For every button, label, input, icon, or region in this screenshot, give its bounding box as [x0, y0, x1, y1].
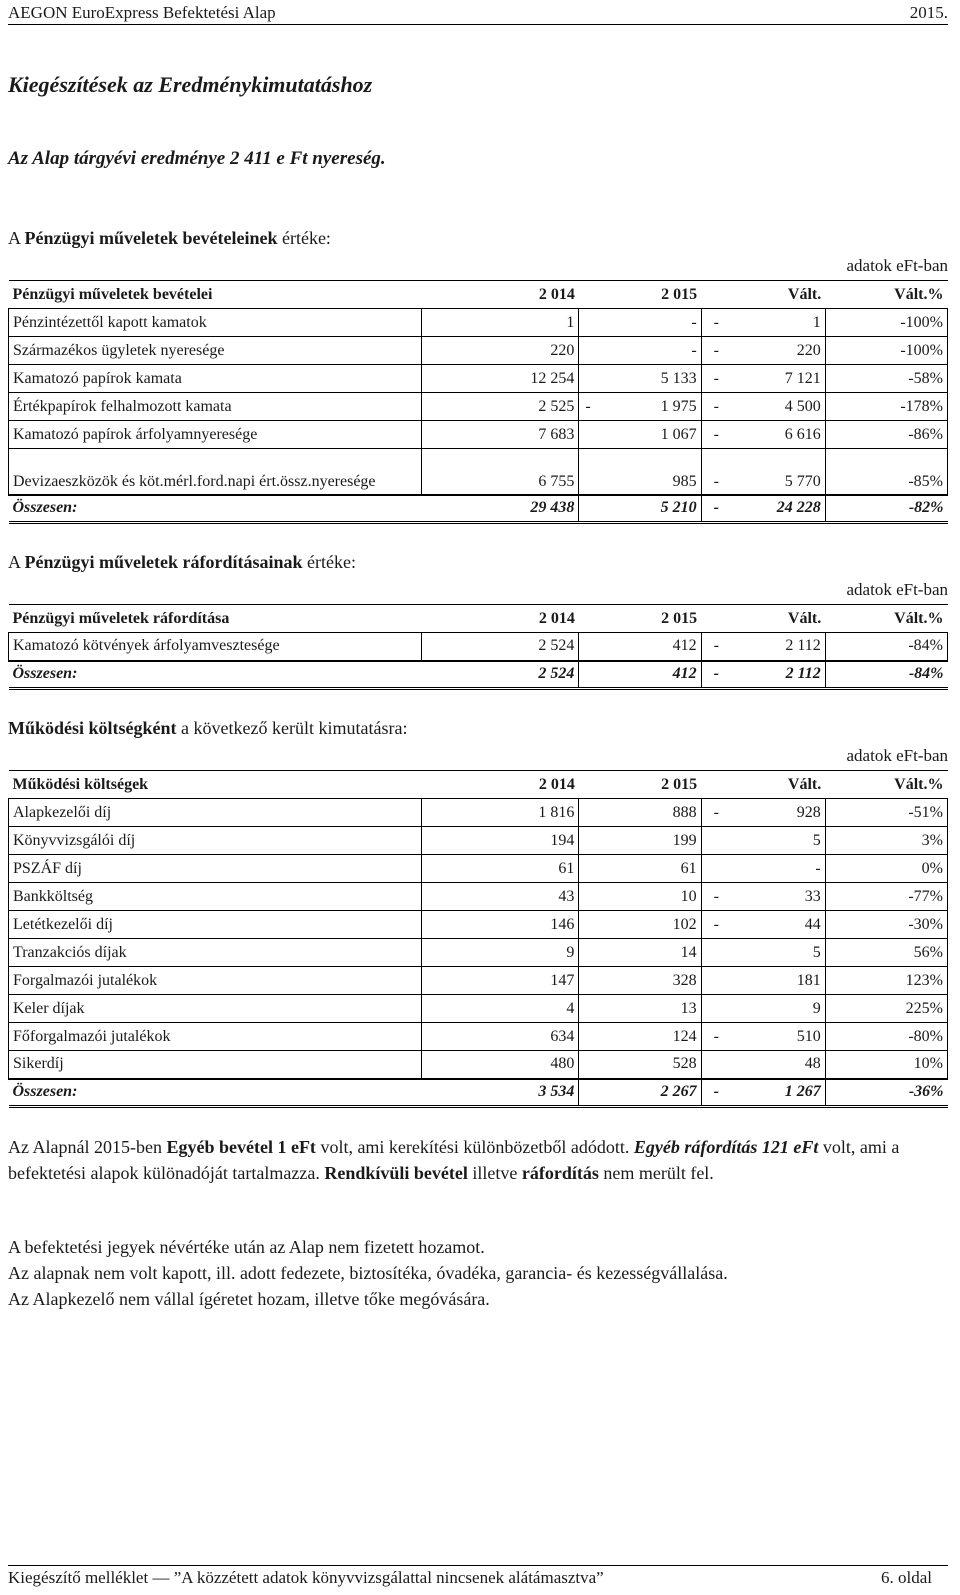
row-label: Keler díjak	[9, 995, 422, 1023]
total-change: 24 228	[723, 495, 825, 523]
column-header-change: Vált.	[723, 771, 825, 799]
change-sign	[701, 967, 723, 995]
value-change: 4 500	[723, 393, 825, 421]
section2-unit: adatok eFt-ban	[846, 580, 948, 599]
change-sign: -	[701, 449, 723, 495]
column-header-2014: 2 014	[421, 771, 579, 799]
section3-intro: Működési költségként a következő került kimutatásra:	[8, 718, 408, 738]
result-statement: Az Alap tárgyévi eredménye 2 411 e Ft nyereség.	[8, 148, 386, 169]
value-change-pct: 10%	[825, 1051, 947, 1079]
value-change-pct: -58%	[825, 365, 947, 393]
value-change-pct: -77%	[825, 883, 947, 911]
value-2014: 480	[421, 1051, 579, 1079]
value-change: 5	[723, 939, 825, 967]
value-change: -	[723, 855, 825, 883]
total-label: Összesen:	[9, 495, 422, 523]
section3-intro-bold: Működési költségként	[8, 718, 177, 738]
change-sign: -	[701, 799, 723, 827]
change-sign	[701, 827, 723, 855]
row-label: PSZÁF díj	[9, 855, 422, 883]
value-2015: 985	[579, 449, 701, 495]
change-sign: -	[701, 911, 723, 939]
note-line: Az alapnak nem volt kapott, ill. adott fedezete, biztosítéka, óvadéka, garancia- és kezességvállalása.	[8, 1263, 728, 1283]
change-sign: -	[701, 393, 723, 421]
header-year: 2015.	[909, 3, 948, 22]
column-header-spacer	[701, 281, 723, 309]
financial-income-table	[8, 280, 948, 524]
total-2015: 412	[579, 661, 701, 689]
value-change: 5 770	[723, 449, 825, 495]
column-header-2015: 2 015	[579, 771, 701, 799]
table-row	[9, 309, 948, 337]
table-header-row	[9, 771, 948, 799]
change-sign	[701, 855, 723, 883]
value-2015: 199	[579, 827, 701, 855]
value-change-pct: -86%	[825, 421, 947, 449]
row-label: Főforgalmazói jutalékok	[9, 1023, 422, 1051]
change-sign	[701, 939, 723, 967]
value-change: 510	[723, 1023, 825, 1051]
row-label: Alapkezelői díj	[9, 799, 422, 827]
table-row	[9, 939, 948, 967]
value-2015	[579, 393, 701, 421]
row-label: Tranzakciós díjak	[9, 939, 422, 967]
total-change-sign: -	[701, 1079, 723, 1107]
total-2014: 29 438	[421, 495, 579, 523]
page-title: Kiegészítések az Eredménykimutatáshoz	[8, 72, 373, 97]
value-change: 7 121	[723, 365, 825, 393]
table-row	[9, 421, 948, 449]
section2-intro-bold: Pénzügyi műveletek ráfordításainak	[24, 552, 303, 572]
table-row	[9, 633, 948, 661]
total-row	[9, 1079, 948, 1107]
column-header-2015: 2 015	[579, 605, 701, 633]
table-row	[9, 827, 948, 855]
value-change: 220	[723, 337, 825, 365]
value-2015: 10	[579, 883, 701, 911]
row-label: Pénzintézettől kapott kamatok	[9, 309, 422, 337]
value-2015: 1 067	[579, 421, 701, 449]
page-header	[8, 3, 948, 25]
column-header-name: Működési költségek	[9, 771, 422, 799]
value-change-pct: -100%	[825, 337, 947, 365]
value-change: 48	[723, 1051, 825, 1079]
row-label: Sikerdíj	[9, 1051, 422, 1079]
column-header-2014: 2 014	[421, 605, 579, 633]
change-sign: -	[701, 633, 723, 661]
change-sign: -	[701, 1023, 723, 1051]
value-2015: 124	[579, 1023, 701, 1051]
total-change-sign: -	[701, 661, 723, 689]
value-2015: -	[579, 309, 701, 337]
value-2014: 634	[421, 1023, 579, 1051]
total-2015: 5 210	[579, 495, 701, 523]
change-sign: -	[701, 337, 723, 365]
value-2014: 1	[421, 309, 579, 337]
table-row	[9, 883, 948, 911]
total-change-sign: -	[701, 495, 723, 523]
column-header-2014: 2 014	[421, 281, 579, 309]
total-change-pct: -82%	[825, 495, 947, 523]
value-2014: 7 683	[421, 421, 579, 449]
total-label: Összesen:	[9, 1079, 422, 1107]
total-row	[9, 495, 948, 523]
section1-intro: A Pénzügyi műveletek bevételeinek értéke:	[8, 228, 331, 248]
value-change-pct: 0%	[825, 855, 947, 883]
value-2014: 146	[421, 911, 579, 939]
value-2015: 888	[579, 799, 701, 827]
total-change-pct: -36%	[825, 1079, 947, 1107]
total-2014: 3 534	[421, 1079, 579, 1107]
row-label: Kamatozó papírok kamata	[9, 365, 422, 393]
total-label: Összesen:	[9, 661, 422, 689]
value-change-pct: -30%	[825, 911, 947, 939]
value-change-pct: 123%	[825, 967, 947, 995]
notes-paragraph	[8, 1234, 948, 1312]
value-change: 5	[723, 827, 825, 855]
value-2015: 328	[579, 967, 701, 995]
table-row	[9, 393, 948, 421]
column-header-change-pct: Vált.%	[825, 605, 947, 633]
row-label: Kamatozó papírok árfolyamnyeresége	[9, 421, 422, 449]
row-label: Könyvvizsgálói díj	[9, 827, 422, 855]
footer-note: Kiegészítő melléklet — ”A közzétett adatok könyvvizsgálattal nincsenek alátámasztva”	[8, 1568, 604, 1587]
value-2015: 61	[579, 855, 701, 883]
row-label: Kamatozó kötvények árfolyamvesztesége	[9, 633, 422, 661]
table-row	[9, 855, 948, 883]
operating-costs-table	[8, 770, 948, 1108]
total-change: 2 112	[723, 661, 825, 689]
column-header-2015: 2 015	[579, 281, 701, 309]
total-change: 1 267	[723, 1079, 825, 1107]
value-2014: 147	[421, 967, 579, 995]
value-2014: 43	[421, 883, 579, 911]
row-label: Bankköltség	[9, 883, 422, 911]
value-change-pct: -80%	[825, 1023, 947, 1051]
value-2015-number: 1 975	[660, 397, 697, 415]
value-change: 2 112	[723, 633, 825, 661]
total-row	[9, 661, 948, 689]
column-header-name: Pénzügyi műveletek bevételei	[9, 281, 422, 309]
value-2015: 13	[579, 995, 701, 1023]
value-change-pct: 3%	[825, 827, 947, 855]
row-label: Forgalmazói jutalékok	[9, 967, 422, 995]
value-change: 44	[723, 911, 825, 939]
table-row	[9, 799, 948, 827]
value-change: 6 616	[723, 421, 825, 449]
column-header-change: Vált.	[723, 605, 825, 633]
column-header-spacer	[701, 771, 723, 799]
value-change-pct: -85%	[825, 449, 947, 495]
value-change-pct: -100%	[825, 309, 947, 337]
value-2014: 9	[421, 939, 579, 967]
total-2015: 2 267	[579, 1079, 701, 1107]
column-header-change-pct: Vált.%	[825, 281, 947, 309]
value-2014: 2 524	[421, 633, 579, 661]
row-label: Letétkezelői díj	[9, 911, 422, 939]
value-2014: 61	[421, 855, 579, 883]
table-row	[9, 967, 948, 995]
table-header-row	[9, 281, 948, 309]
value-2014: 6 755	[421, 449, 579, 495]
table-row	[9, 995, 948, 1023]
value-change: 181	[723, 967, 825, 995]
change-sign	[701, 1051, 723, 1079]
value-2015: 102	[579, 911, 701, 939]
value-2015: 412	[579, 633, 701, 661]
value-2014: 12 254	[421, 365, 579, 393]
section1-intro-bold: Pénzügyi műveletek bevételeinek	[24, 228, 278, 248]
value-change: 9	[723, 995, 825, 1023]
financial-expense-table	[8, 604, 948, 690]
header-fund-name: AEGON EuroExpress Befektetési Alap	[8, 3, 276, 22]
change-sign: -	[701, 365, 723, 393]
table-row	[9, 1051, 948, 1079]
column-header-spacer	[701, 605, 723, 633]
other-income-paragraph: Az Alapnál 2015-ben Egyéb bevétel 1 eFt volt, ami kerekítési különbözetből adódott. Egyéb ráfordítás 121 eFt volt, ami a befektetési alapok különadóját tartalmazza. Rendkívüli bevétel illetve ráfordítás nem merült fel.	[8, 1137, 900, 1183]
value-change: 1	[723, 309, 825, 337]
value-change-pct: -178%	[825, 393, 947, 421]
value-change-pct: 56%	[825, 939, 947, 967]
value-change-pct: 225%	[825, 995, 947, 1023]
value-2014: 1 816	[421, 799, 579, 827]
total-change-pct: -84%	[825, 661, 947, 689]
column-header-change: Vált.	[723, 281, 825, 309]
page-footer	[8, 1565, 948, 1589]
value-2015: 14	[579, 939, 701, 967]
column-header-change-pct: Vált.%	[825, 771, 947, 799]
value-change-pct: -51%	[825, 799, 947, 827]
negative-sign: -	[585, 397, 591, 415]
value-change: 33	[723, 883, 825, 911]
value-2014: 4	[421, 995, 579, 1023]
section1-unit: adatok eFt-ban	[846, 256, 948, 275]
value-2014: 220	[421, 337, 579, 365]
change-sign: -	[701, 883, 723, 911]
table-row	[9, 1023, 948, 1051]
table-header-row	[9, 605, 948, 633]
note-line: A befektetési jegyek névértéke után az Alap nem fizetett hozamot.	[8, 1237, 485, 1257]
note-line: Az Alapkezelő nem vállal ígéretet hozam, illetve tőke megóvására.	[8, 1289, 490, 1309]
value-2015: 528	[579, 1051, 701, 1079]
change-sign: -	[701, 421, 723, 449]
section3-unit: adatok eFt-ban	[846, 746, 948, 765]
column-header-name: Pénzügyi műveletek ráfordítása	[9, 605, 422, 633]
table-row	[9, 911, 948, 939]
total-2014: 2 524	[421, 661, 579, 689]
row-label: Értékpapírok felhalmozott kamata	[9, 393, 422, 421]
row-label: Devizaeszközök és köt.mérl.ford.napi ért.össz.nyeresége	[9, 449, 422, 495]
table-row	[9, 449, 948, 495]
change-sign: -	[701, 309, 723, 337]
value-2015: 5 133	[579, 365, 701, 393]
change-sign	[701, 995, 723, 1023]
value-2015: -	[579, 337, 701, 365]
value-change-pct: -84%	[825, 633, 947, 661]
value-2014: 194	[421, 827, 579, 855]
section2-intro: A Pénzügyi műveletek ráfordításainak értéke:	[8, 552, 356, 572]
value-2014: 2 525	[421, 393, 579, 421]
value-change: 928	[723, 799, 825, 827]
table-row	[9, 365, 948, 393]
table-row	[9, 337, 948, 365]
page-number: 6. oldal	[881, 1568, 932, 1587]
row-label: Származékos ügyletek nyeresége	[9, 337, 422, 365]
